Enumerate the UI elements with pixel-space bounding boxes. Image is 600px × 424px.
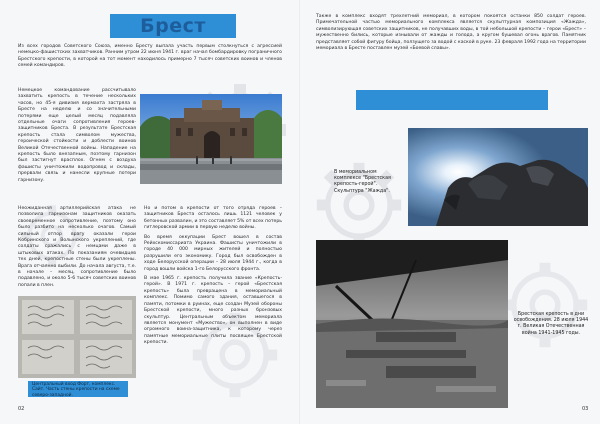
intro-paragraph: Из всех городов Советского Союза, именно Бресту выпала участь первым столкнуться с агрессией немецко-фашистских захватчиков. Ранним утром 22 июня 1941 г. враг начал бомбардировку пограничного Брестского крепости, в которой на тот момент находилось примерно 7 тысяч советских воинов и членов семей командиров. — [18, 44, 282, 69]
title-banner — [110, 14, 236, 38]
page-title: Брест — [140, 15, 206, 37]
thirst-sculpture-photo — [408, 128, 588, 226]
paragraph: Но и потом в крепости от того отряда героев – защитников Бреста осталось лишь 1121 человек у бетонных развалин, и это составляет 5% от всех потерь гитлеровской армии в первую неделю войны. — [144, 206, 283, 231]
column-left-upper-text: Немецкое командование рассчитывало захватить крепость в течение нескольких часов, но 45-я дивизия вермахта застряла в Бресте на неделю и со значительными потерями еще целый месяц подавляла отдельные очаги сопротивления героев-защитников Бреста. В результате Брестская крепость стала символом мужества, героической стойкости и доблести воинов Великой Отечественной войны. Нападение на крепость было внезапным, поэтому гарнизон был застигнут врасплох. Огнем с воздуха фашисты уничтожили водопровод и склады, прервали связь и нанесли крупные потери гарнизону. — [18, 88, 136, 183]
sculpture-caption: В мемориальном комплексе "Брестская крепость-герой". Скульптура "Жажда". — [334, 170, 391, 194]
page-number: 03 — [582, 406, 589, 412]
page-number: 02 — [18, 406, 25, 412]
paragraph: Во время оккупации Брест вошел в состав Рейхскомиссариата Украина. Фашисты уничтожили в городе 40 000 мирных жителей и полностью разрушили его экономику. Город был освобожден в ходе Белорусской операции – 28 июля 1944 г., когда в город вошли войска 1-го Белорусского фронта. — [144, 234, 282, 272]
decorative-band — [356, 90, 548, 110]
right-page — [300, 0, 600, 424]
right-top-paragraph: Также в комплекс входят трехлетний мемориал, в котором покоятся останки 850 солдат героев. Примечательной частью мемориального комплекса является скульптурная композиция «Жажда», символизирующая советских защитников, не получавших воды, в той небольшой крепости – герои «Брест» – мужественно бились, которые изнывали от жажды и голода, а кругом бушевал огонь врагов. Памятник представляет собой фигуру бойца, ползущего за водой с каской в руке. 23 февраля 1992 года на территории мемориала в Бресте поставлен музей «Боевой славы». — [316, 14, 586, 52]
column-left-lower-text: Неожиданная артиллерийская атака не позволила гарнизонам защитников оказать своевременное сопротивление, поэтому оно было разбито на несколько очагов. Самый сильный отпор врагу оказали герои Кобринского и Волынского укреплений, где солдаты сражались с немцами даже в штыковых атаках. По показаниям очевидцев тех дней, крепостные стены были укреплены. Врага отчаянно выбили. До начала августа, т.е. в начале – месяц, сопротивление было подавлено, и около 5-6 тысяч советских воинов попали в плен. — [18, 206, 136, 288]
fortress-gate-photo — [140, 94, 282, 184]
photo-caption: Центральный вход Форт, комплекс. Сайт. Часть стены крепости на схеме северо-западной. — [32, 382, 120, 398]
fortress-ruins-photo — [316, 240, 508, 408]
memorial-wall-photo — [18, 296, 136, 378]
paragraph: В мае 1965 г. крепость получила звание «Крепость-герой». В 1971 г. крепость – герой «Брестская крепость» была превращена в мемориальный комплекс. Помимо самого здания, оставшегося в памяти, потомки в руинах, еще создан Музей обороны Брестской крепости, много разных бронзовых скульптур. Центральным объектом мемориала является монумент «Мужество», он выполнен в виде огромного воина-защитника, к которому через памятные мемориальные плиты посвящен Брестской крепости. — [144, 276, 282, 346]
ruins-caption: Брестская крепость в дни освобождения. 28 июля 1944 г. Великая Отечественная война 1941-1945 годы. — [513, 312, 589, 336]
column-right-lower-text — [144, 206, 282, 376]
